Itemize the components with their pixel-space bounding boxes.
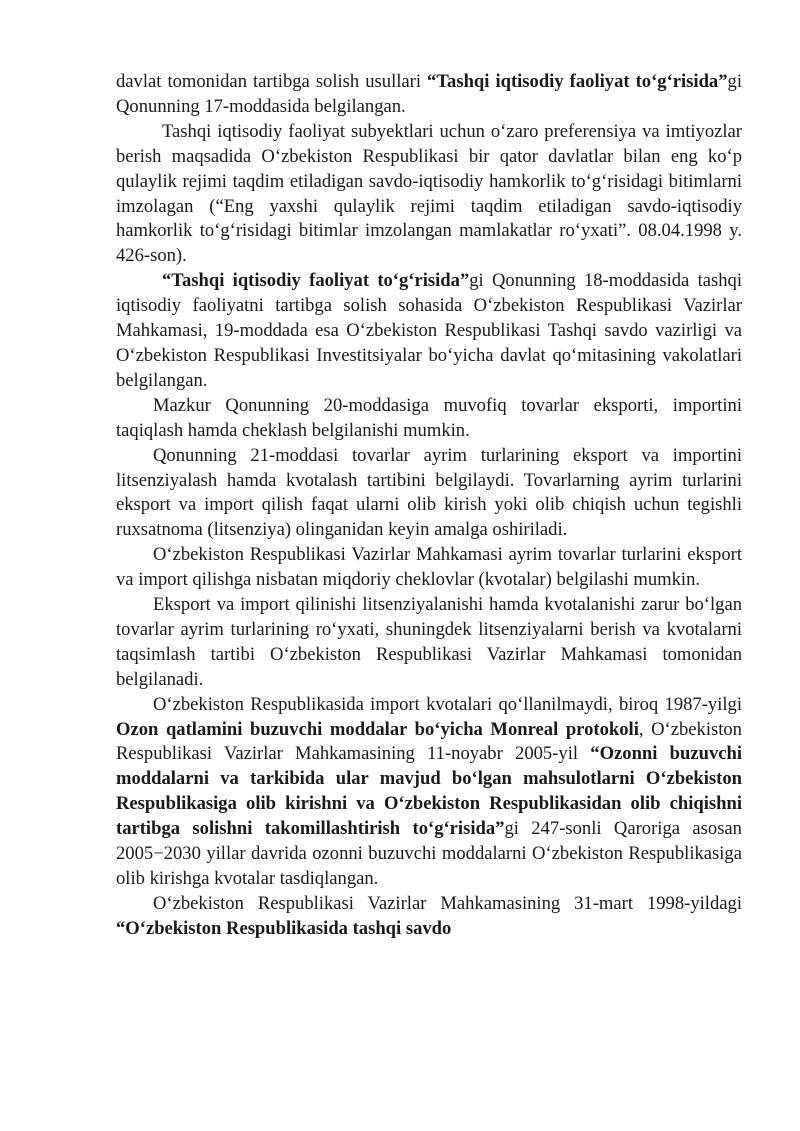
paragraph-8-text-2: , O‘zbekiston Respublikasi Vazirlar Mahkamasining 11-noyabr 2005-yil bbox=[116, 718, 742, 765]
paragraph-8-text-3: gi 247-sonli Qaroriga asosan 2005−2030 yillar davrida ozonni buzuvchi moddalarni O‘zbekiston Respublikasiga olib kirishga kvotalar tasdiqlangan. bbox=[116, 818, 742, 889]
paragraph-5 bbox=[116, 444, 742, 544]
paragraph-3 bbox=[116, 269, 742, 394]
paragraph-5-text: Qonunning 21-moddasi tovarlar ayrim turlarining eksport va importini litsenziyalash hamda kvotalash tartibini belgilaydi. Tovarlarning ayrim turlarini eksport va import qilish faqat ularni olib kirish yoki olib chiqish uchun tegishli ruxsatnoma (litsenziya) olinganidan keyin amalga oshiriladi. bbox=[116, 444, 742, 541]
paragraph-7-text: Eksport va import qilinishi litsenziyalanishi hamda kvotalanishi zarur bo‘lgan tovarlar ayrim turlarining ro‘yxati, shuningdek litsenziyalarni berish va kvotalarni taqsimlash tartibi O‘zbekiston Respublikasi Vazirlar Mahkamasi tomonidan belgilanadi. bbox=[116, 594, 742, 690]
paragraph-6 bbox=[116, 543, 742, 593]
document-page bbox=[116, 70, 742, 942]
paragraph-6-text: O‘zbekiston Respublikasi Vazirlar Mahkamasi ayrim tovarlar turlarini eksport va import qilishga nisbatan miqdoriy cheklovlar (kvotalar) belgilashi mumkin. bbox=[116, 544, 742, 591]
paragraph-9 bbox=[116, 892, 742, 942]
paragraph-4-text: Mazkur Qonunning 20-moddasiga muvofiq tovarlar eksporti, importini taqiqlash hamda cheklash belgilanishi mumkin. bbox=[116, 394, 742, 441]
paragraph-2 bbox=[116, 120, 742, 269]
paragraph-3-text: gi Qonunning 18-moddasida tashqi iqtisodiy faoliyatni tartibga solish sohasida O‘zbekiston Respublikasi Vazirlar Mahkamasi, 19-moddada esa O‘zbekiston Respublikasi Tashqi savdo vazirligi va O‘zbekiston Respublikasi Investitsiyalar bo‘yicha davlat qo‘mitasining vakolatlari belgilangan. bbox=[116, 270, 742, 391]
paragraph-9-text: O‘zbekiston Respublikasi Vazirlar Mahkamasining 31-mart 1998-yildagi bbox=[153, 892, 742, 914]
resolution-title-bold: “Ozonni buzuvchi moddalarni va tarkibida ular mavjud bo‘lgan mahsulotlarni O‘zbekiston Respublikasiga olib kirishni va O‘zbekiston Respublikasidan olib chiqishni tartibga solishni takomillashtirish to‘g‘risida” bbox=[116, 743, 743, 840]
paragraph-2-text: Tashqi iqtisodiy faoliyat subyektlari uchun o‘zaro preferensiya va imtiyozlar berish maqsadida O‘zbekiston Respublikasi bir qator davlatlar bilan eng ko‘p qulaylik rejimi taqdim etiladigan savdo-iqtisodiy hamkorlik to‘g‘risidagi bitimlarni imzolagan (“Eng yaxshi qulaylik rejimi taqdim etiladigan savdo-iqtisodiy hamkorlik to‘g‘risidagi bitimlar imzolangan mamlakatlar ro‘yxati”. 08.04.1998 y. 426-son). bbox=[116, 120, 742, 267]
paragraph-7 bbox=[116, 593, 742, 693]
protocol-title-bold: Ozon qatlamini buzuvchi moddalar bo‘yicha Monreal protokoli bbox=[116, 718, 639, 740]
paragraph-8-text-1: O‘zbekiston Respublikasida import kvotalari qo‘llanilmaydi, biroq 1987-yilgi bbox=[153, 693, 742, 715]
paragraph-8 bbox=[116, 693, 742, 892]
law-title-bold: “Tashqi iqtisodiy faoliyat to‘g‘risida” bbox=[162, 270, 470, 292]
paragraph-1-text-1: davlat tomonidan tartibga solish usullari bbox=[116, 71, 428, 92]
law-title-bold: “Tashqi iqtisodiy faoliyat to‘g‘risida” bbox=[427, 71, 728, 92]
resolution-title-bold: “O‘zbekiston Respublikasida tashqi savdo bbox=[116, 917, 452, 939]
paragraph-1-text-2: gi Qonunning 17-moddasida belgilangan. bbox=[116, 71, 742, 117]
paragraph-1 bbox=[116, 70, 742, 120]
paragraph-4 bbox=[116, 394, 742, 444]
